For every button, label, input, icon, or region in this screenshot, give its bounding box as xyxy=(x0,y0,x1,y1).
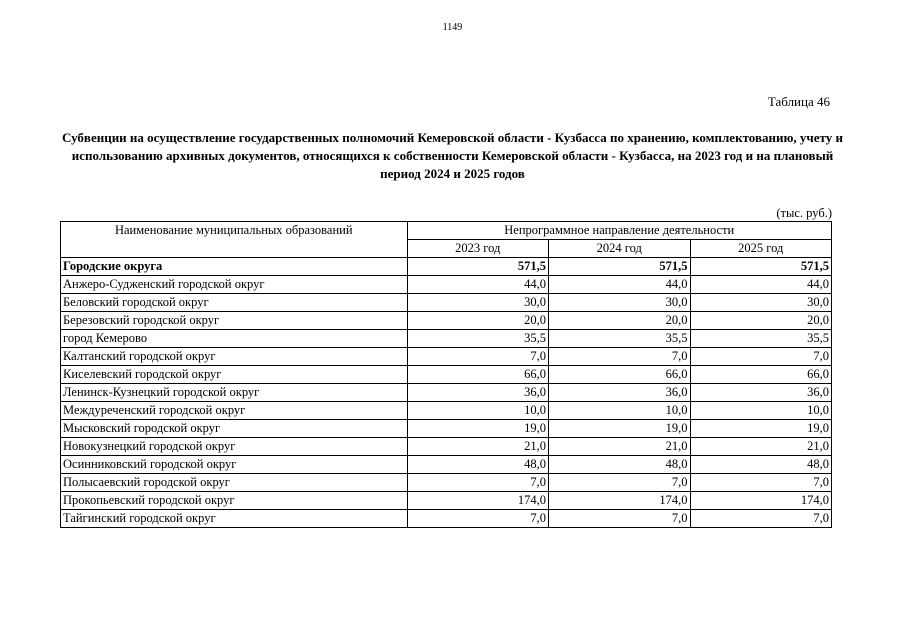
value-2024: 20,0 xyxy=(549,312,690,330)
value-2025: 44,0 xyxy=(690,276,832,294)
value-2024: 174,0 xyxy=(549,492,690,510)
value-2024: 21,0 xyxy=(549,438,690,456)
header-year-2025: 2025 год xyxy=(690,240,832,258)
municipality-name: Новокузнецкий городской округ xyxy=(61,438,408,456)
municipality-name: Городские округа xyxy=(61,258,408,276)
municipality-name: Ленинск-Кузнецкий городской округ xyxy=(61,384,408,402)
municipality-name: Тайгинский городской округ xyxy=(61,510,408,528)
value-2023: 36,0 xyxy=(407,384,548,402)
subvention-table xyxy=(60,221,832,528)
municipality-name: Березовский городской округ xyxy=(61,312,408,330)
value-2023: 20,0 xyxy=(407,312,548,330)
units-note: (тыс. руб.) xyxy=(776,206,832,220)
value-2024: 7,0 xyxy=(549,348,690,366)
table-row xyxy=(61,510,832,528)
table-label: Таблица 46 xyxy=(767,94,830,109)
value-2023: 48,0 xyxy=(407,456,548,474)
header-direction: Непрограммное направление деятельности xyxy=(407,222,831,240)
municipality-name: город Кемерово xyxy=(61,330,408,348)
table-row xyxy=(61,420,832,438)
page-number: 1149 xyxy=(442,22,463,33)
table-row xyxy=(61,294,832,312)
municipality-name: Осинниковский городской округ xyxy=(61,456,408,474)
value-2023: 44,0 xyxy=(407,276,548,294)
value-2024: 7,0 xyxy=(549,510,690,528)
value-2023: 30,0 xyxy=(407,294,548,312)
table-row xyxy=(61,456,832,474)
value-2024: 571,5 xyxy=(549,258,690,276)
table-row xyxy=(61,438,832,456)
municipality-name: Полысаевский городской округ xyxy=(61,474,408,492)
table-row xyxy=(61,276,832,294)
table-row xyxy=(61,402,832,420)
table-row xyxy=(61,492,832,510)
value-2025: 66,0 xyxy=(690,366,832,384)
municipality-name: Киселевский городской округ xyxy=(61,366,408,384)
value-2024: 30,0 xyxy=(549,294,690,312)
value-2025: 571,5 xyxy=(690,258,832,276)
header-year-2023: 2023 год xyxy=(407,240,548,258)
value-2023: 174,0 xyxy=(407,492,548,510)
value-2024: 44,0 xyxy=(549,276,690,294)
value-2025: 48,0 xyxy=(690,456,832,474)
municipality-name: Прокопьевский городской округ xyxy=(61,492,408,510)
value-2025: 36,0 xyxy=(690,384,832,402)
table-row xyxy=(61,366,832,384)
value-2024: 10,0 xyxy=(549,402,690,420)
header-row xyxy=(61,222,832,240)
table-row xyxy=(61,312,832,330)
value-2023: 571,5 xyxy=(407,258,548,276)
table-row xyxy=(61,474,832,492)
value-2024: 48,0 xyxy=(549,456,690,474)
value-2023: 7,0 xyxy=(407,348,548,366)
table-row xyxy=(61,330,832,348)
value-2023: 7,0 xyxy=(407,474,548,492)
table-row xyxy=(61,384,832,402)
value-2023: 7,0 xyxy=(407,510,548,528)
table-row xyxy=(61,258,832,276)
value-2025: 19,0 xyxy=(690,420,832,438)
value-2024: 19,0 xyxy=(549,420,690,438)
value-2025: 21,0 xyxy=(690,438,832,456)
value-2023: 19,0 xyxy=(407,420,548,438)
municipality-name: Междуреченский городской округ xyxy=(61,402,408,420)
municipality-name: Калтанский городской округ xyxy=(61,348,408,366)
value-2024: 36,0 xyxy=(549,384,690,402)
value-2025: 30,0 xyxy=(690,294,832,312)
value-2024: 66,0 xyxy=(549,366,690,384)
document-title: Субвенции на осуществление государственных полномочий Кемеровской области - Кузбасса по хранению, комплектованию, учету и использованию архивных документов, относящихся к собственности Кемеровской области - Кузбасса, на 2023 год и на плановый период 2024 и 2025 годов xyxy=(62,130,843,181)
header-year-2024: 2024 год xyxy=(549,240,690,258)
value-2023: 66,0 xyxy=(407,366,548,384)
value-2025: 7,0 xyxy=(690,348,832,366)
value-2023: 35,5 xyxy=(407,330,548,348)
value-2025: 7,0 xyxy=(690,474,832,492)
value-2023: 21,0 xyxy=(407,438,548,456)
value-2024: 7,0 xyxy=(549,474,690,492)
municipality-name: Анжеро-Судженский городской округ xyxy=(61,276,408,294)
value-2024: 35,5 xyxy=(549,330,690,348)
municipality-name: Мысковский городской округ xyxy=(61,420,408,438)
value-2025: 174,0 xyxy=(690,492,832,510)
municipality-name: Беловский городской округ xyxy=(61,294,408,312)
header-municipality: Наименование муниципальных образований xyxy=(61,222,408,258)
value-2023: 10,0 xyxy=(407,402,548,420)
table-row xyxy=(61,348,832,366)
value-2025: 20,0 xyxy=(690,312,832,330)
value-2025: 7,0 xyxy=(690,510,832,528)
value-2025: 35,5 xyxy=(690,330,832,348)
value-2025: 10,0 xyxy=(690,402,832,420)
